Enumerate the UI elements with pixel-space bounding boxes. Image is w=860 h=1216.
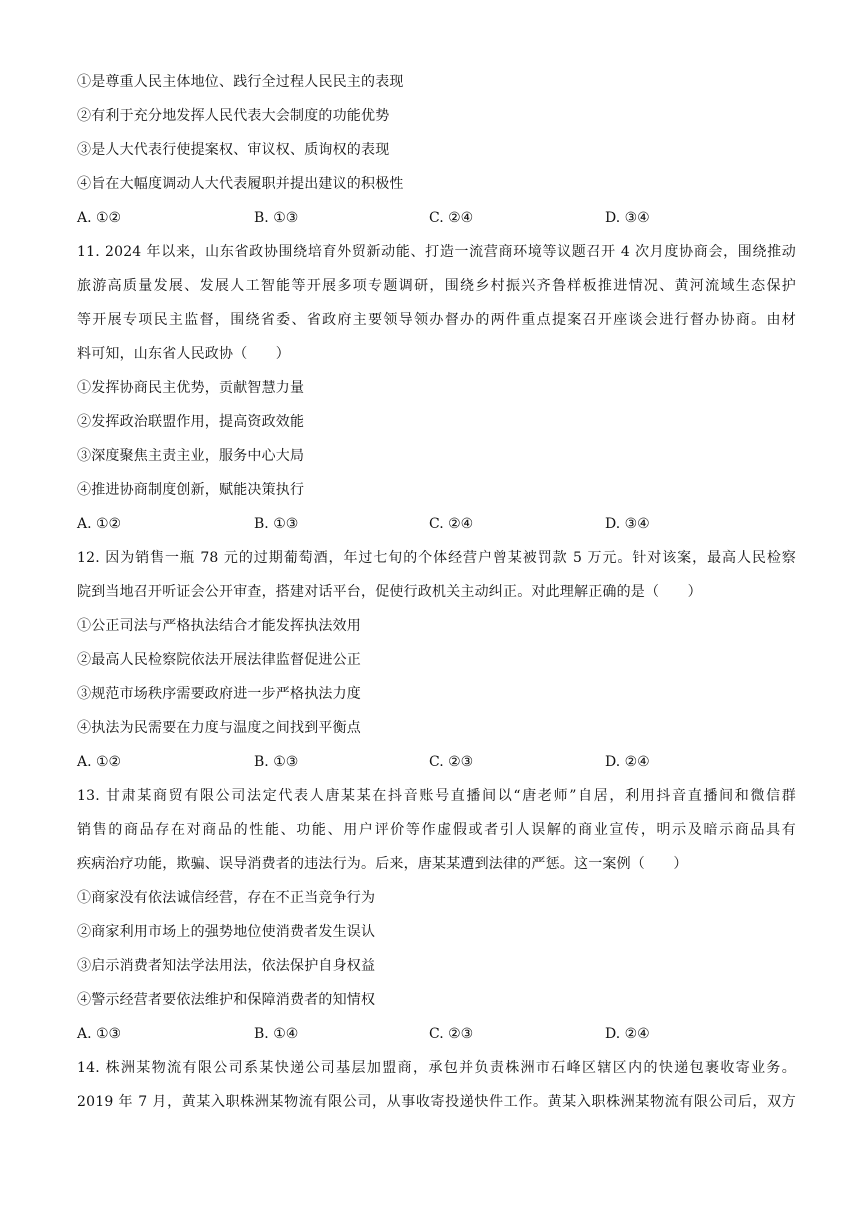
q12-options bbox=[77, 752, 796, 772]
q12-statement-3: ③规范市场秩序需要政府进一步严格执法力度 bbox=[77, 686, 361, 702]
q13-option-a[interactable]: A. ①③ bbox=[77, 1026, 122, 1042]
q12-statement-1: ①公正司法与严格执法结合才能发挥执法效用 bbox=[77, 618, 361, 634]
q12-stem-line-2: 院到当地召开听证会公开审查，搭建对话平台，促使行政机关主动纠正。对此理解正确的是（ ） bbox=[77, 584, 702, 600]
q11-stem-line-3: 等开展专项民主监督，围绕省委、省政府主要领导领办督办的两件重点提案召开座谈会进行督办协商。由材 bbox=[77, 312, 796, 328]
q13-statement-3: ③启示消费者知法学法用法，依法保护自身权益 bbox=[77, 958, 376, 974]
q12-option-b[interactable]: B. ①③ bbox=[254, 754, 299, 770]
q10-options bbox=[77, 208, 796, 228]
q14-stem-line-1: 14. 株洲某物流有限公司系某快递公司基层加盟商，承包并负责株洲市石峰区辖区内的快递包裹收寄业务。 bbox=[77, 1060, 796, 1076]
q11-options bbox=[77, 514, 796, 534]
q10-statement-4: ④旨在大幅度调动人大代表履职并提出建议的积极性 bbox=[77, 176, 404, 192]
q13-option-d[interactable]: D. ②④ bbox=[605, 1026, 650, 1042]
q12-stem-line-1: 12. 因为销售一瓶 78 元的过期葡萄酒，年过七旬的个体经营户曾某被罚款 5 万元。针对该案，最高人民检察 bbox=[77, 550, 796, 566]
q13-option-b[interactable]: B. ①④ bbox=[254, 1026, 299, 1042]
q11-option-c[interactable]: C. ②④ bbox=[429, 516, 474, 532]
q11-option-a[interactable]: A. ①② bbox=[77, 516, 122, 532]
q11-option-d[interactable]: D. ③④ bbox=[605, 516, 650, 532]
q13-stem-line-2: 销售的商品存在对商品的性能、功能、用户评价等作虚假或者引人误解的商业宣传，明示及暗示商品具有 bbox=[77, 822, 796, 838]
q10-statement-1: ①是尊重人民主体地位、践行全过程人民民主的表现 bbox=[77, 74, 404, 90]
q12-option-c[interactable]: C. ②③ bbox=[429, 754, 474, 770]
q11-statement-2: ②发挥政治联盟作用，提高资政效能 bbox=[77, 414, 305, 430]
q10-option-b[interactable]: B. ①③ bbox=[254, 210, 299, 226]
q11-statement-3: ③深度聚焦主责主业，服务中心大局 bbox=[77, 448, 305, 464]
q10-statement-3: ③是人大代表行使提案权、审议权、质询权的表现 bbox=[77, 142, 390, 158]
q13-option-c[interactable]: C. ②③ bbox=[429, 1026, 474, 1042]
q11-statement-4: ④推进协商制度创新，赋能决策执行 bbox=[77, 482, 305, 498]
q10-option-a[interactable]: A. ①② bbox=[77, 210, 122, 226]
q13-stem-line-1: 13. 甘肃某商贸有限公司法定代表人唐某某在抖音账号直播间以“唐老师”自居，利用抖音直播间和微信群 bbox=[77, 788, 796, 804]
q13-statement-4: ④警示经营者要依法维护和保障消费者的知情权 bbox=[77, 992, 376, 1008]
q11-stem-line-4: 料可知，山东省人民政协（ ） bbox=[77, 346, 290, 362]
q13-stem-line-3: 疾病治疗功能，欺骗、误导消费者的违法行为。后来，唐某某遭到法律的严惩。这一案例（ ） bbox=[77, 856, 688, 872]
q10-option-d[interactable]: D. ③④ bbox=[605, 210, 650, 226]
q11-stem-line-1: 11. 2024 年以来，山东省政协围绕培育外贸新动能、打造一流营商环境等议题召开 4 次月度协商会，围绕推动 bbox=[77, 244, 796, 260]
q11-option-b[interactable]: B. ①③ bbox=[254, 516, 299, 532]
q13-options bbox=[77, 1024, 796, 1044]
q12-statement-4: ④执法为民需要在力度与温度之间找到平衡点 bbox=[77, 720, 361, 736]
q12-statement-2: ②最高人民检察院依法开展法律监督促进公正 bbox=[77, 652, 361, 668]
q13-statement-1: ①商家没有依法诚信经营，存在不正当竞争行为 bbox=[77, 890, 376, 906]
q10-option-c[interactable]: C. ②④ bbox=[429, 210, 474, 226]
q11-statement-1: ①发挥协商民主优势，贡献智慧力量 bbox=[77, 380, 305, 396]
q12-option-a[interactable]: A. ①② bbox=[77, 754, 122, 770]
q13-statement-2: ②商家利用市场上的强势地位使消费者发生误认 bbox=[77, 924, 376, 940]
q11-stem-line-2: 旅游高质量发展、发展人工智能等开展多项专题调研，围绕乡村振兴齐鲁样板推进情况、黄河流域生态保护 bbox=[77, 278, 796, 294]
q10-statement-2: ②有利于充分地发挥人民代表大会制度的功能优势 bbox=[77, 108, 390, 124]
q14-stem-line-2: 2019 年 7 月，黄某入职株洲某物流有限公司，从事收寄投递快件工作。黄某入职株洲某物流有限公司后，双方 bbox=[77, 1094, 796, 1110]
q12-option-d[interactable]: D. ②④ bbox=[605, 754, 650, 770]
